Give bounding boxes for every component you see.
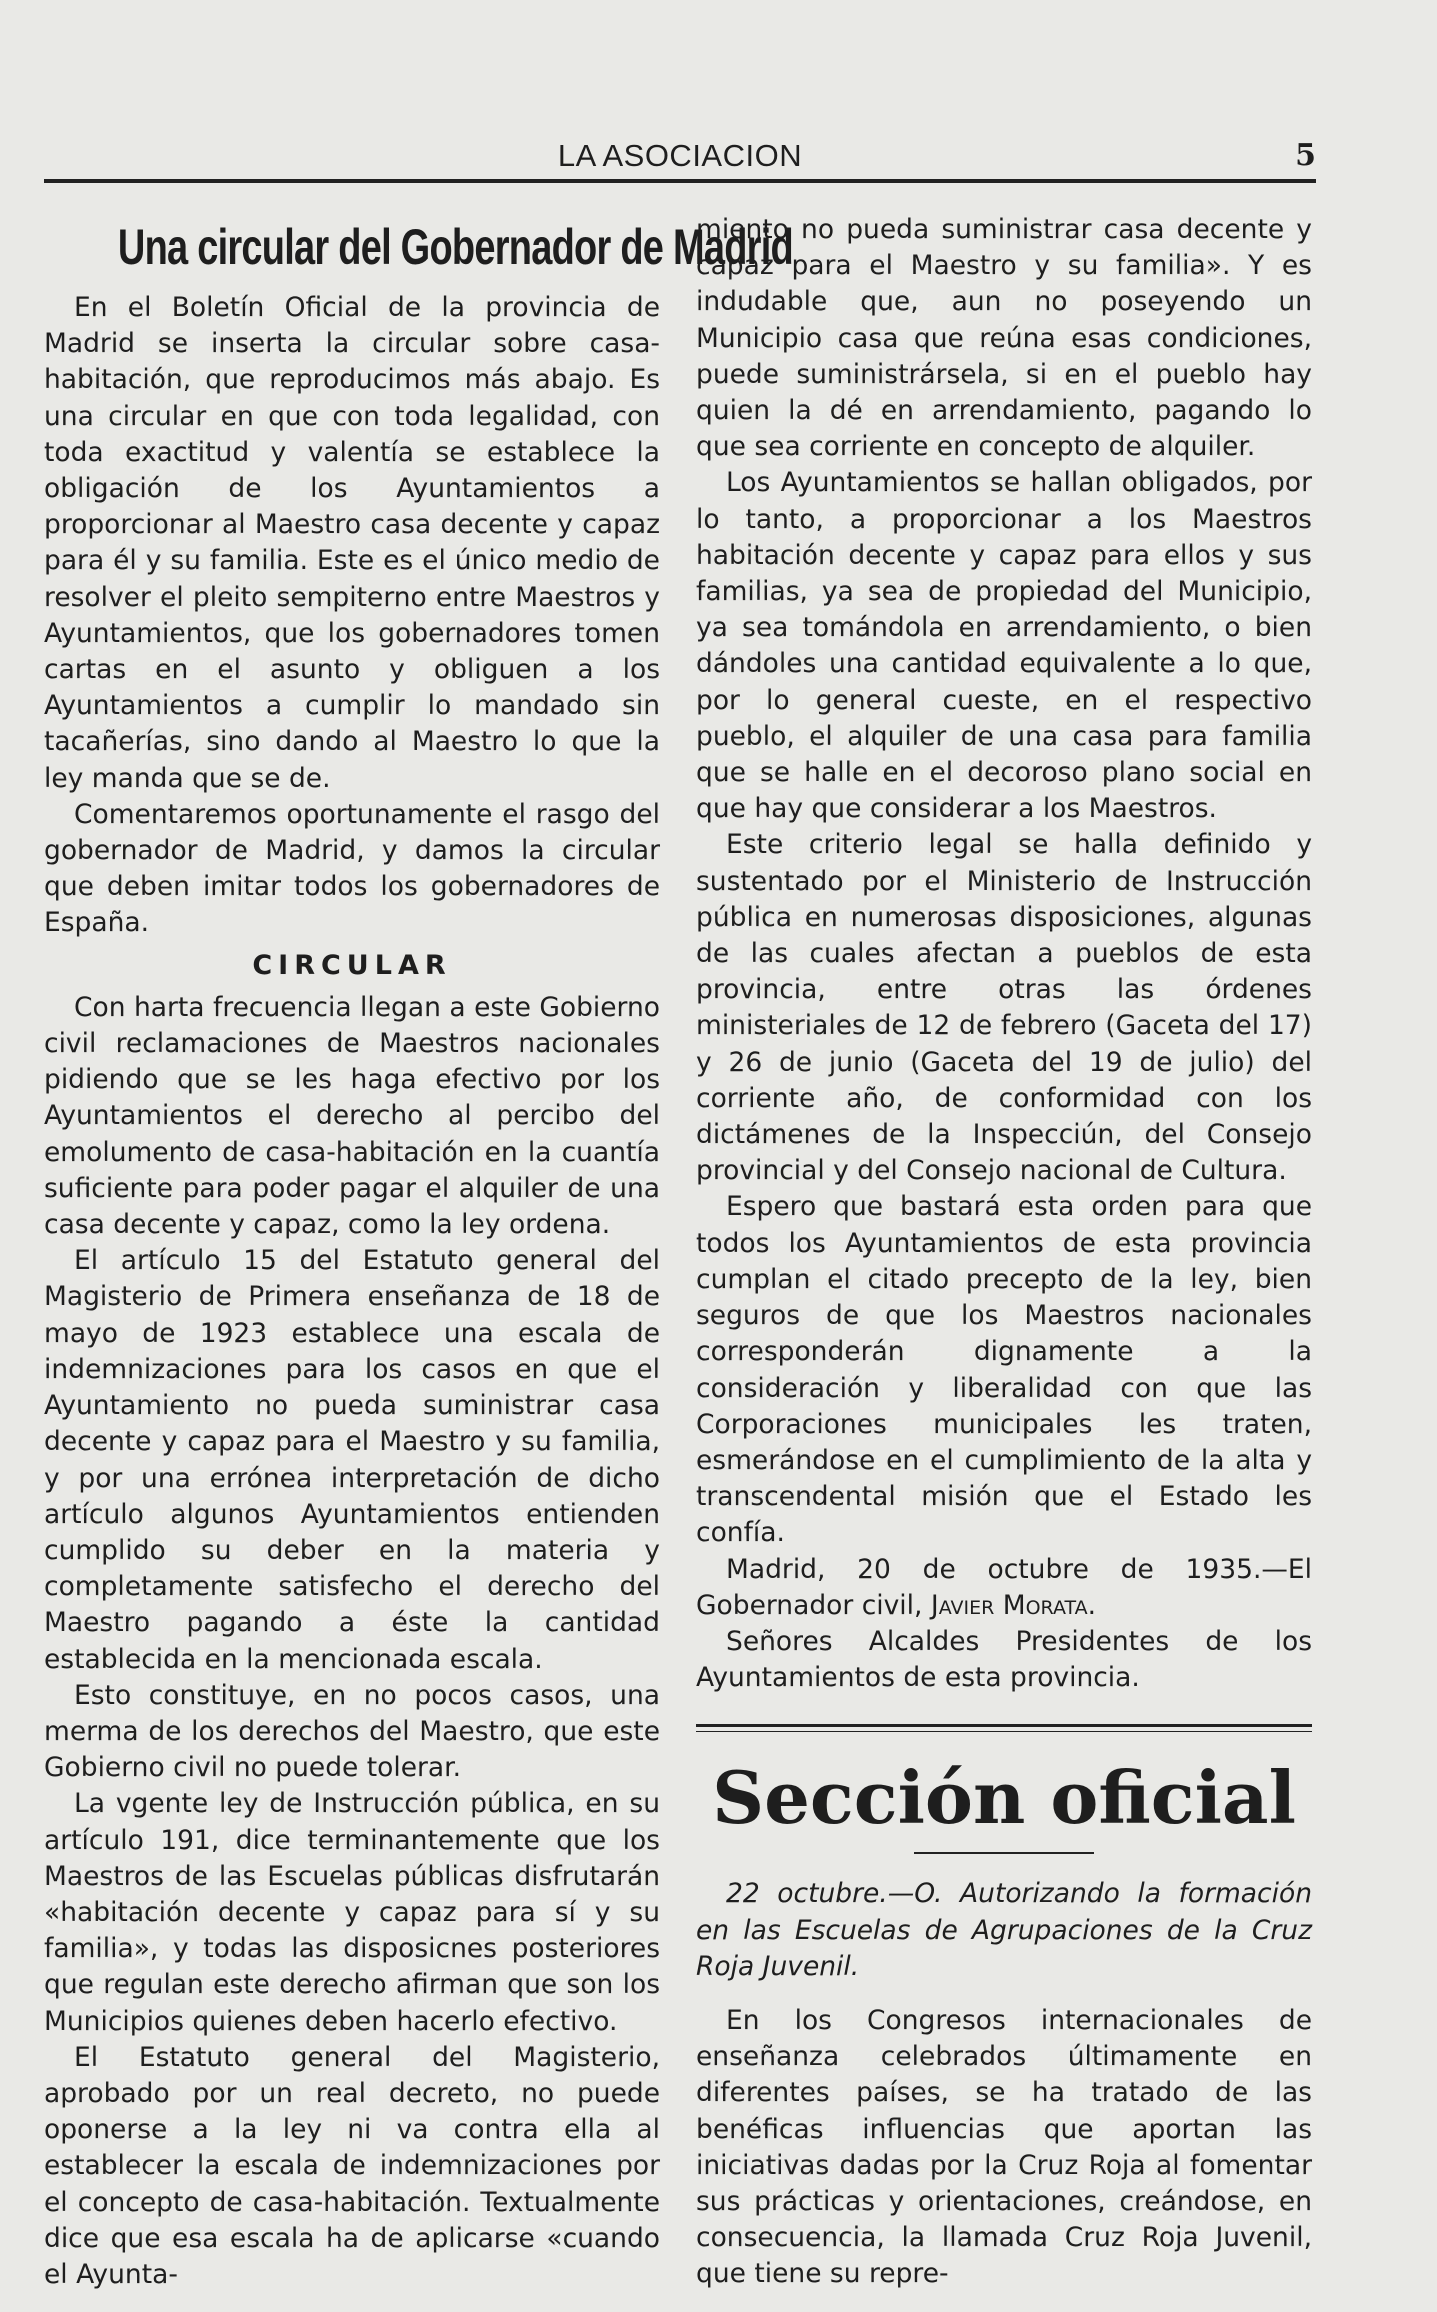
section-rule: [696, 1724, 1312, 1732]
circular-paragraph: Con harta frecuencia llegan a este Gobierno civil reclamaciones de Maestros nacionales pidiendo que se les haga efectivo por los Ayuntamientos el derecho al percibo del emolumento de casa-habitación en la cuantía suficiente para poder pagar el alquiler de una casa decente y capaz, como la ley ordena.: [44, 991, 660, 1241]
continuation-paragraph: Los Ayuntamientos se hallan obligados, por lo tanto, a proporcionar a los Maestros habitación decente y capaz para ellos y sus familias, ya sea de propiedad del Municipio, ya sea tomándola en arrendamiento, o bien dándoles una cantidad equivalente a lo que, por lo general cueste, en el respectivo pueblo, el alquiler de una casa para familia que se halle en el decoroso plano social en que hay que considerar a los Maestros.: [696, 467, 1312, 825]
section-short-rule: [914, 1852, 1094, 1854]
article-title: Una circular del Gobernador de Madrid: [117, 219, 793, 275]
publication-title: LA ASOCIACION: [557, 138, 803, 173]
signature-name: Javier Morata.: [930, 1589, 1097, 1621]
circular-paragraph: Esto constituye, en no pocos casos, una merma de los derechos del Maestro, que este Gobierno civil no puede tolerar.: [44, 1679, 660, 1784]
circular-paragraph: El Estatuto general del Magisterio, aprobado por un real decreto, no puede oponerse a la ley ni va contra ella al establecer la escala de indemnizaciones por el concepto de casa-habitación. Textualmente dice que esa escala ha de aplicarse «cuando el Ayunta-: [44, 2041, 660, 2290]
page-header: [44, 138, 1316, 182]
continuation-paragraph: Espero que bastará esta orden para que todos los Ayuntamientos de esta provincia cumplan el citado precepto de la ley, bien seguros de que los Maestros nacionales corresponderán dignamente a la consideración y liberalidad con que las Corporaciones municipales les traten, esmerándose en el cumplimiento de la alta y transcendental misión que el Estado les confía.: [696, 1191, 1312, 1549]
signature-prefix: Madrid, 20 de octubre de 1935.—El Gobernador civil,: [696, 1553, 1312, 1621]
order-body: En los Congresos internacionales de enseñanza celebrados últimamente en diferentes países, se ha tratado de las benéficas influencias que aportan las iniciativas dadas por la Cruz Roja al fomentar sus prácticas y orientaciones, creándose, en consecuencia, la llamada Cruz Roja Juvenil, que tiene su repre-: [696, 2004, 1312, 2290]
intro-paragraph: Comentaremos oportunamente el rasgo del gobernador de Madrid, y damos la circular que deben imitar todos los gobernadores de España.: [44, 798, 660, 939]
circular-heading: CIRCULAR: [252, 949, 452, 981]
left-column: [44, 212, 793, 2293]
intro-paragraph: En el Boletín Oficial de la provincia de Madrid se inserta la circular sobre casa-habitación, que reproducimos más abajo. Es una circular en que con toda legalidad, con toda exactitud y valentía se establece la obligación de los Ayuntamientos a proporcionar al Maestro casa decente y capaz para él y su familia. Este es el único medio de resolver el pleito sempiterno entre Maestros y Ayuntamientos, que los gobernadores tomen cartas en el asunto y obliguen a los Ayuntamientos a cumplir lo mandado sin tacañerías, sino dando al Maestro lo que la ley manda que se de.: [44, 292, 660, 794]
right-column: [696, 212, 1312, 2293]
addressees: Señores Alcaldes Presidentes de los Ayuntamientos de esta provincia.: [696, 1625, 1312, 1694]
order-summary: 22 octubre.—O. Autorizando la formación en las Escuelas de Agrupaciones de la Cruz Roja Juvenil.: [696, 1878, 1312, 1982]
page-number: 5: [1295, 138, 1316, 173]
continuation-paragraph: Este criterio legal se halla definido y sustentado por el Ministerio de Instrucción pública en numerosas disposiciones, algunas de las cuales afectan a pueblos de esta provincia, entre otras las órdenes ministeriales de 12 de febrero (Gaceta del 17) y 26 de junio (Gaceta del 19 de julio) del corriente año, de conformidad con los dictámenes de la Inspecciún, del Consejo provincial y del Consejo nacional de Cultura.: [696, 829, 1312, 1187]
continuation-paragraph: miento no pueda suministrar casa decente y capaz para el Maestro y su familia». Y es indudable que, aun no poseyendo un Municipio casa que reúna esas condiciones, puede suministrársela, si en el pueblo hay quien la dé en arrendamiento, pagando lo que sea corriente en concepto de alquiler.: [696, 214, 1312, 463]
section-title: Sección oficial: [712, 1755, 1296, 1841]
circular-paragraph: La vgente ley de Instrucción pública, en su artículo 191, dice terminantemente que los Maestros de las Escuelas públicas disfrutarán «habitación decente y capaz para sí y su familia», y todas las disposicnes posteriores que regulan este derecho afirman que son los Municipios quienes deben hacerlo efectivo.: [44, 1788, 660, 2037]
circular-paragraph: El artículo 15 del Estatuto general del Magisterio de Primera enseñanza de 18 de mayo de 1923 establece una escala de indemnizaciones para los casos en que el Ayuntamiento no pueda suministrar casa decente y capaz para el Maestro y su familia, y por una errónea interpretación de dicho artículo algunos Ayuntamientos entienden cumplido su deber en la materia y completamente satisfecho el derecho del Maestro pagando a éste la cantidad establecida en la mencionada escala.: [44, 1245, 660, 1675]
signature-line: [696, 1552, 1312, 1624]
header-rule: [44, 179, 1316, 183]
